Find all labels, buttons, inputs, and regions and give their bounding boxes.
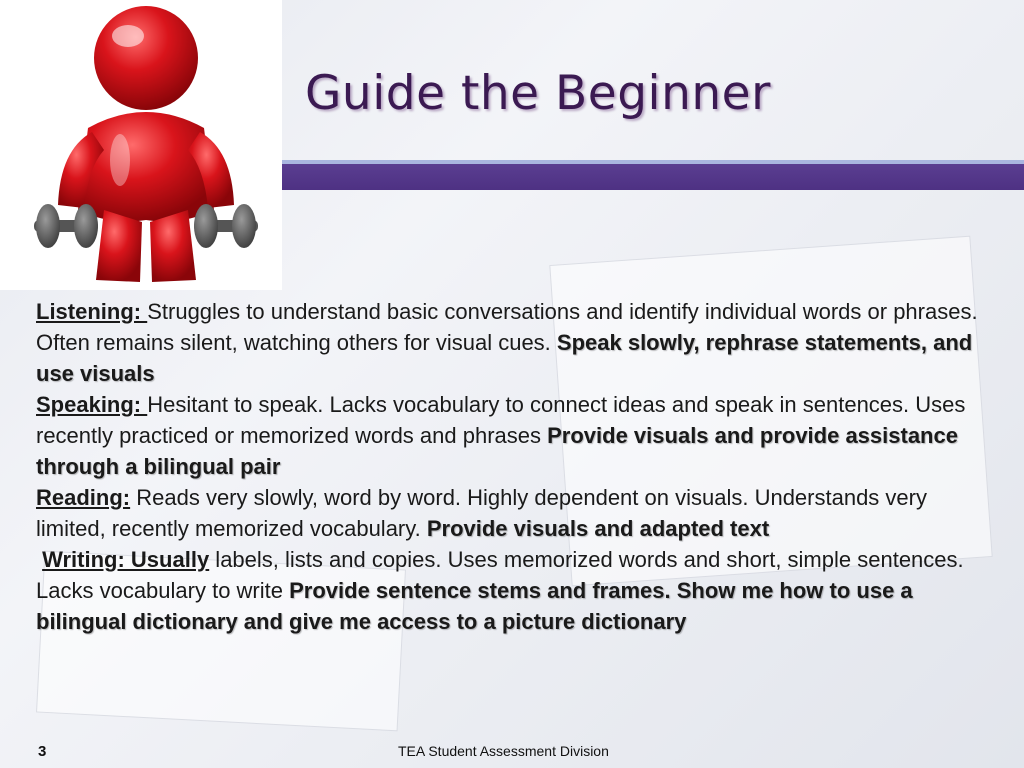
writing-label: Writing: Usually <box>42 547 210 572</box>
page-number: 3 <box>38 743 47 760</box>
reading-recommendation: Provide visuals and adapted text <box>426 516 770 541</box>
dumbbell-right-icon <box>194 204 258 248</box>
title-underline-bar <box>282 160 1024 190</box>
writing-recommendation-separator: . <box>664 578 677 603</box>
writing-text: labels, lists and copies. Uses memorized words and short, simple sentences. Lacks vocabulary to write <box>36 547 964 603</box>
reading-paragraph <box>36 482 986 544</box>
speaking-recommendation: Provide visuals and provide assistance through a bilingual pair <box>36 423 958 479</box>
writing-recommendation-2: Show me how to use a bilingual dictionary and give me access to a picture dictionary <box>36 578 913 634</box>
footer-text: TEA Student Assessment Division <box>398 743 609 759</box>
speaking-label: Speaking: <box>36 392 148 417</box>
speaking-text: Hesitant to speak. Lacks vocabulary to connect ideas and speak in sentences. Uses recently practiced or memorized words and phrases <box>36 392 966 448</box>
speaking-paragraph <box>36 389 986 482</box>
reading-text: Reads very slowly, word by word. Highly dependent on visuals. Understands very limited, recently memorized vocabulary. <box>36 485 927 541</box>
listening-text: Struggles to understand basic conversations and identify individual words or phrases. Often remains silent, watching others for visual cues. <box>36 299 978 355</box>
figure-illustration <box>0 0 282 290</box>
writing-recommendation: Provide sentence stems and frames <box>289 578 665 603</box>
listening-paragraph <box>36 296 986 389</box>
reading-label: Reading: <box>36 485 131 510</box>
slide-content <box>36 296 986 637</box>
slide-title: Guide the Beginner <box>305 66 771 121</box>
figure-with-dumbbells-icon <box>0 0 282 290</box>
listening-recommendation: Speak slowly, rephrase statements, and use visuals <box>36 330 973 386</box>
writing-paragraph <box>36 544 986 637</box>
listening-label: Listening: <box>36 299 148 324</box>
dumbbell-left-icon <box>34 204 98 248</box>
